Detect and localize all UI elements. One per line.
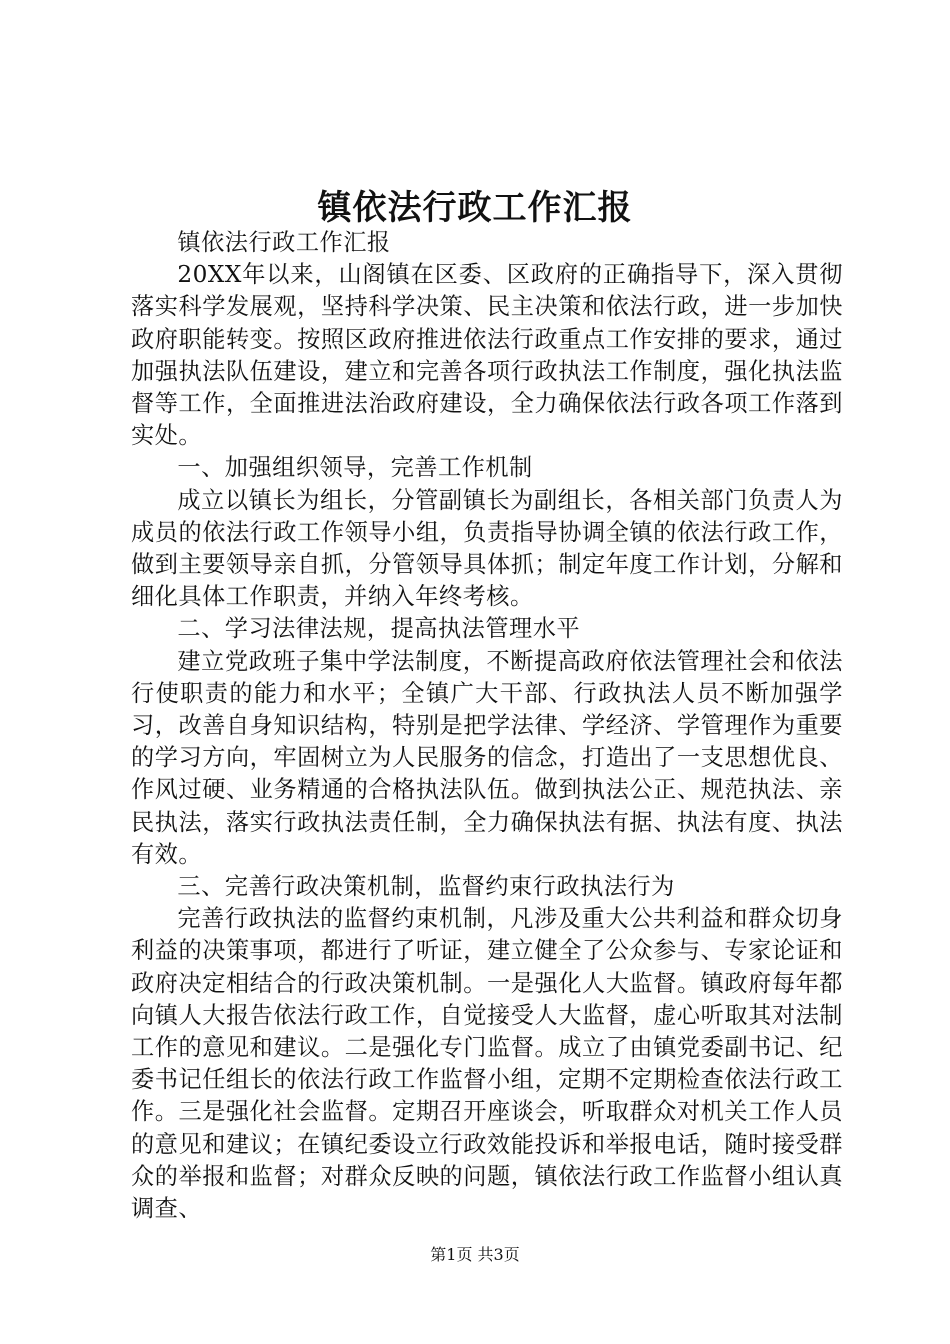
document-title: 镇依法行政工作汇报 [317,188,633,228]
section-heading-2: 二、学习法律法规，提高执法管理水平 [177,615,581,643]
section-heading-1: 一、加强组织领导，完善工作机制 [177,454,533,482]
page-footer: 第1页 共3页 [430,1245,520,1264]
subtitle-line: 镇依法行政工作汇报 [177,229,391,256]
section-heading-3: 三、完善行政决策机制，监督约束行政执法行为 [177,873,675,901]
section-paragraph-3: 完善行政执法的监督约束机制，凡涉及重大公共利益和群众切身利益的决策事项，都进行了听证，建立健全了公众参与、专家论证和政府决定相结合的行政决策机制。一是强化人大监督。镇政府每年都向镇人大报告依法行政工作，自觉接受人大监督，虚心听取其对法制工作的意见和建议。二是强化专门监督。成立了由镇党委副书记、纪委书记任组长的依法行政工作监督小组，定期不定期检查依法行政工作。三是强化社会监督。定期召开座谈会，听取群众对机关工作人员的意见和建议；在镇纪委设立行政效能投诉和举报电话，随时接受群众的举报和监督；对群众反映的问题，镇依法行政工作监督小组认真调查、 [131,905,843,1223]
section-paragraph-2: 建立党政班子集中学法制度，不断提高政府依法管理社会和依法行使职责的能力和水平；全镇广大干部、行政执法人员不断加强学习，改善自身知识结构，特别是把学法律、学经济、学管理作为重要的学习方向，牢固树立为人民服务的信念，打造出了一支思想优良、作风过硬、业务精通的合格执法队伍。做到执法公正、规范执法、亲民执法，落实行政执法责任制，全力确保执法有据、执法有度、执法有效。 [131,647,843,868]
section-paragraph-1: 成立以镇长为组长，分管副镇长为副组长，各相关部门负责人为成员的依法行政工作领导小组，负责指导协调全镇的依法行政工作，做到主要领导亲自抓，分管领导具体抓；制定年度工作计划，分解和细化具体工作职责，并纳入年终考核。 [131,486,843,611]
intro-paragraph: 20XX年以来，山阁镇在区委、区政府的正确指导下，深入贯彻落实科学发展观，坚持科学决策、民主决策和依法行政，进一步加快政府职能转变。按照区政府推进依法行政重点工作安排的要求，通过加强执法队伍建设，建立和完善各项行政执法工作制度，强化执法监督等工作，全面推进法治政府建设，全力确保依法行政各项工作落到实处。 [131,261,843,450]
document-body [131,227,843,1225]
